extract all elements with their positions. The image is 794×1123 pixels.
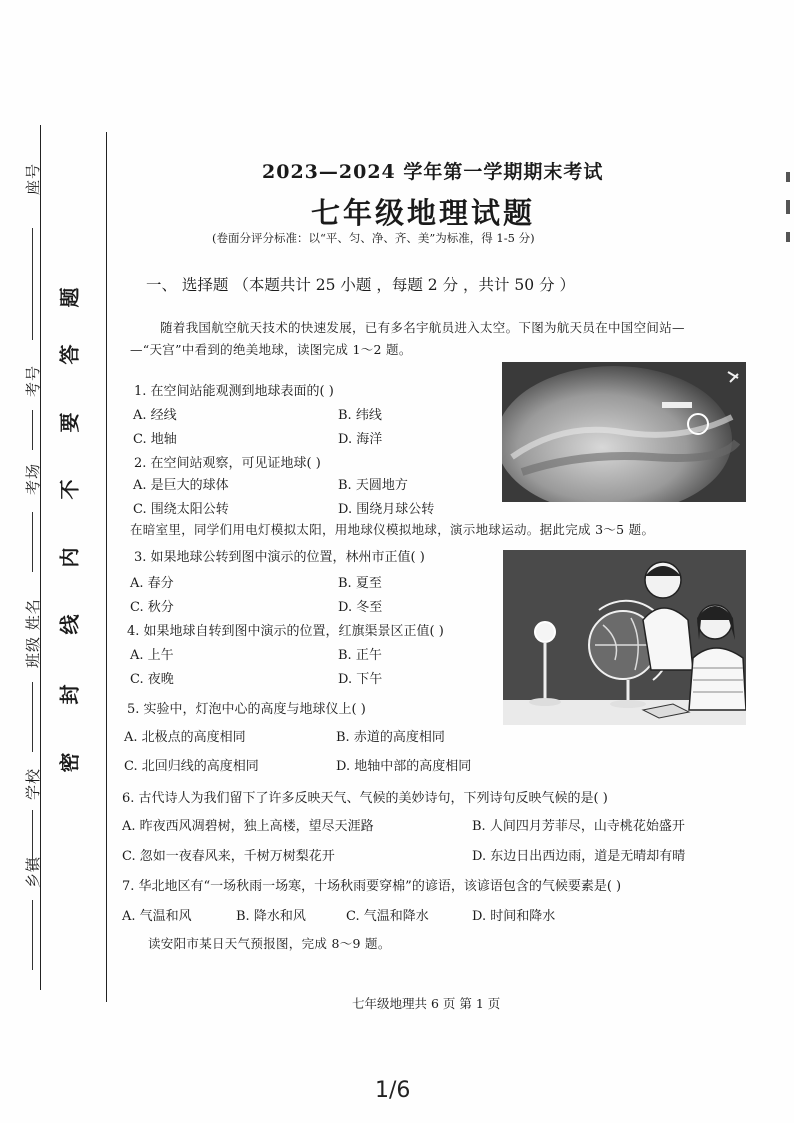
name-blank[interactable] [32,682,33,752]
seal-char: 要 [57,412,82,433]
intro-paragraph: 随着我国航空航天技术的快速发展，已有多名宇航员进入太空。下图为航天员在中国空间站— [160,320,685,335]
option-d[interactable]: D. 地轴中部的高度相同 [336,759,472,774]
option-c[interactable]: C. 忽如一夜春风来，千树万树梨花开 [122,849,335,864]
seal-char: 密 [57,752,82,773]
school-blank[interactable] [32,810,33,870]
seat-blank[interactable] [32,228,33,340]
option-c[interactable]: C. 秋分 [130,600,174,615]
option-c[interactable]: C. 夜晚 [130,672,174,687]
option-a[interactable]: A. 经线 [133,408,177,423]
option-c[interactable]: C. 围绕太阳公转 [133,502,229,517]
option-b[interactable]: B. 纬线 [338,408,382,423]
school-label: 学校 [24,767,42,800]
seal-char: 答 [57,344,82,365]
question-stem: 2. 在空间站观察，可见证地球( ) [134,456,321,471]
class-name-label: 班级 姓名 [24,598,42,668]
question-stem: 3. 如果地球公转到图中演示的位置，林州市正值( ) [134,550,425,565]
option-d[interactable]: D. 冬至 [338,600,383,615]
question-stem: 5. 实验中，灯泡中心的高度与地球仪上( ) [127,702,366,717]
option-d[interactable]: D. 东边日出西边雨，道是无晴却有晴 [472,849,686,864]
question-stem: 4. 如果地球自转到图中演示的位置，红旗渠景区正值( ) [127,624,444,639]
exam-year-title: 2023—2024 学年第一学期期末考试 [262,161,604,183]
seal-char: 线 [57,614,82,635]
option-a[interactable]: A. 气温和风 [122,909,192,924]
option-a[interactable]: A. 昨夜西风凋碧树，独上高楼，望尽天涯路 [122,819,374,834]
option-a[interactable]: A. 北极点的高度相同 [124,730,246,745]
township-blank[interactable] [32,900,33,970]
exam-subject-title: 七年级地理试题 [311,196,536,230]
option-a[interactable]: A. 春分 [130,576,174,591]
option-c[interactable]: C. 地轴 [133,432,177,447]
seal-char: 题 [57,287,82,308]
question-stem: 6. 古代诗人为我们留下了许多反映天气、气候的美妙诗句，下列诗句反映气候的是( ) [122,791,608,806]
exam-room-blank[interactable] [32,512,33,572]
section-title: 一、 选择题 （本题共计 25 小题 ，每题 2 分 ，共计 50 分 ） [146,276,576,294]
scan-edge-mark [786,172,790,182]
scoring-note: (卷面分评分标准：以“平、匀、净、齐、美”为标准，得 1-5 分) [212,231,535,245]
scan-edge-mark [786,200,790,214]
exam-no-label: 考号 [24,364,42,397]
intro-paragraph: 在暗室里，同学们用电灯模拟太阳，用地球仪模拟地球，演示地球运动。据此完成 3～5 题。 [130,522,655,537]
option-b[interactable]: B. 人间四月芳菲尽，山寺桃花始盛开 [472,819,685,834]
option-b[interactable]: B. 赤道的高度相同 [336,730,445,745]
option-b[interactable]: B. 夏至 [338,576,382,591]
seat-label: 座号 [24,162,42,195]
option-d[interactable]: D. 下午 [338,672,383,687]
option-b[interactable]: B. 降水和风 [236,909,306,924]
question-stem: 1. 在空间站能观测到地球表面的( ) [134,384,334,399]
intro-paragraph: 读安阳市某日天气预报图，完成 8～9 题。 [148,936,391,951]
option-b[interactable]: B. 正午 [338,648,382,663]
intro-paragraph: —“天宫”中看到的绝美地球，读图完成 1～2 题。 [130,342,412,357]
page-footer: 七年级地理共 6 页 第 1 页 [352,996,501,1011]
earth-from-station-photo [502,362,746,502]
seal-char: 内 [57,547,82,568]
option-d[interactable]: D. 围绕月球公转 [338,502,435,517]
globe-lamp-experiment-illustration [503,550,746,725]
page-indicator: 1/6 [375,1078,411,1103]
seal-char: 封 [57,684,82,705]
scan-edge-mark [786,232,790,242]
option-c[interactable]: C. 北回归线的高度相同 [124,759,259,774]
binding-line-inner [106,132,107,1002]
option-d[interactable]: D. 海洋 [338,432,383,447]
option-a[interactable]: A. 上午 [130,648,174,663]
exam-no-blank[interactable] [32,410,33,450]
seal-char: 不 [57,479,82,500]
township-label: 乡镇 [24,855,42,888]
question-stem: 7. 华北地区有“一场秋雨一场寒，十场秋雨要穿棉”的谚语，该谚语包含的气候要素是( ) [122,879,622,894]
option-a[interactable]: A. 是巨大的球体 [133,478,229,493]
option-d[interactable]: D. 时间和降水 [472,909,556,924]
exam-room-label: 考场 [24,462,42,495]
option-b[interactable]: B. 天圆地方 [338,478,408,493]
option-c[interactable]: C. 气温和降水 [346,909,429,924]
